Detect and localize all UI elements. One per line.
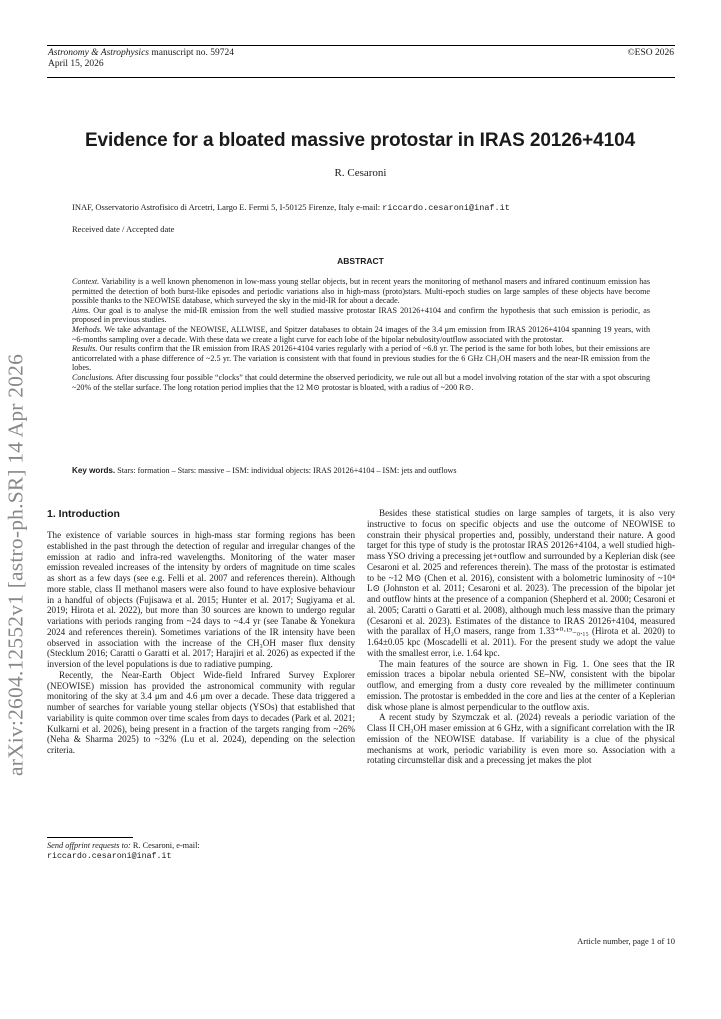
results-text: Our results confirm that the IR emission from IRAS 20126+4104 varies regularly with a period of ~6.8 yr. The period is the same for both lobes, but their emissions are anticorrelated with a phase difference of ~2.5 yr. The variation is consistent with that found in previous studies for the 6 GHz CH₃OH masers and the near-IR emission from the lobes. xyxy=(72,344,650,373)
conclusions-label: Conclusions. xyxy=(72,372,115,382)
footnote xyxy=(47,841,355,862)
footnote-label: Send offprint requests to: xyxy=(47,841,131,850)
footnote-rule xyxy=(47,837,133,838)
methods-label: Methods. xyxy=(72,324,102,334)
context-label: Context. xyxy=(72,277,100,286)
affiliation-email: riccardo.cesaroni@inaf.it xyxy=(382,203,510,213)
abstract-conclusions xyxy=(72,373,650,392)
left-column xyxy=(47,530,355,756)
aims-text: Our goal is to analyse the mid-IR emission from the well studied massive protostar IRAS 20126+4104 and confirm the hypothesis that such emission is periodic, as proposed in previous studies. xyxy=(72,305,650,325)
abstract-context xyxy=(72,277,650,306)
intro-paragraph-5: A recent study by Szymczak et al. (2024) reveals a periodic variation of the Class II CH₃OH maser emission at 6 GHz, with a significant correlation with the IR emission of the NEOWISE database. If variability is a clue of the physical mechanisms at work, periodic variability is even more so. Association with a rotating circumstellar disk and a precessing jet makes the plot xyxy=(367,712,675,766)
intro-paragraph-4: The main features of the source are shown in Fig. 1. One sees that the IR emission traces a bipolar nebula oriented SE–NW, consistent with the bipolar outflow, and emerging from a dusty core revealed by the millimeter continuum emission. The protostar is embedded in the core and lies at the center of a Keplerian disk whose plane is almost perpendicular to the outflow axis. xyxy=(367,658,675,712)
conclusions-text: After discussing four possible “clocks” that could determine the observed periodicity, we rule out all but a model involving rotation of the star with a spot obscuring ~20% of the stellar surface. The long rotation period implies that the 12 M⊙ protostar is bloated, with a radius of ~200 R⊙. xyxy=(72,372,650,392)
intro-paragraph-2: Recently, the Near-Earth Object Wide-field Infrared Survey Explorer (NEOWISE) mission has provided the astronomical community with regular monitoring of the sky at 3.4 μm and 4.6 μm over a decade. These data triggered a number of searches for variable young stellar objects (YSOs) that established that variability is quite common over time scales from days to decades (Park et al. 2021; Kulkarni et al. 2026), being present in a fraction of the targets ranging from ~26% (Neha & Sharma 2025) to ~32% (Lu et al. 2024), depending on the selection criteria. xyxy=(47,669,355,755)
context-text: Variability is a well known phenomenon in low-mass young stellar objects, but in recent years the monitoring of methanol masers and infrared continuum emission has permitted the detection of both burst-like episodes and periodic variations also in high-mass (proto)stars. Multi-epoch studies on large samples of these objects have become possible thanks to the NEOWISE database, which surveyed the sky in the mid-IR for about a decade. xyxy=(72,277,650,306)
intro-paragraph-3: Besides these statistical studies on large samples of targets, it is also very instructive to focus on specific objects and use the outcome of NEOWISE to constrain their physical properties and, possibly, understand their nature. A good target for this type of study is the protostar IRAS 20126+4104, a well studied high-mass YSO driving a precessing jet+outflow and surrounded by a Keplerian disk (see Cesaroni et al. 2025 and references therein). The mass of the protostar is estimated to be ~12 M⊙ (Chen et al. 2016), consistent with a bolometric luminosity of ~10⁴ L⊙ (Johnston et al. 2011; Cesaroni et al. 2023). The precession of the bipolar jet and outflow hints at the presence of a companion (Shepherd et al. 2000; Cesaroni et al. 2005; Caratti o Garatti et al. 2008), although much less massive than the primary (Cesaroni et al. 2023). Estimates of the distance to IRAS 20126+4104, measured with the parallax of H₂O masers, range from 1.33⁺⁰·¹⁹₋₀.₁₅ (Hirota et al. 2020) to 1.64±0.05 kpc (Moscadelli et al. 2011). For the present study we adopt the value with the smallest error, i.e. 1.64 kpc. xyxy=(367,508,675,658)
manuscript-header xyxy=(47,45,675,78)
header-left xyxy=(48,48,234,70)
affiliation-text: INAF, Osservatorio Astrofisico di Arcetri, Largo E. Fermi 5, I-50125 Firenze, Italy e-mail: xyxy=(72,202,383,212)
affiliation xyxy=(72,202,510,213)
paper-title: Evidence for a bloated massive protostar in IRAS 20126+4104 xyxy=(84,130,636,151)
abstract-results xyxy=(72,344,650,373)
results-label: Results. xyxy=(72,344,98,354)
abstract-methods xyxy=(72,325,650,344)
section-heading: 1. Introduction xyxy=(47,508,120,520)
keywords-label: Key words. xyxy=(72,466,116,475)
footnote-name: R. Cesaroni, e-mail: xyxy=(132,841,200,850)
author-name: R. Cesaroni xyxy=(334,167,387,179)
keywords-text: Stars: formation – Stars: massive – ISM: individual objects: IRAS 20126+4104 – ISM: jets and outflows xyxy=(115,466,457,475)
journal-name: Astronomy & Astrophysics xyxy=(48,48,149,58)
copyright-notice: ©ESO 2026 xyxy=(627,48,674,58)
received-dates: Received date / Accepted date xyxy=(72,224,175,234)
footnote-email: riccardo.cesaroni@inaf.it xyxy=(47,852,172,861)
methods-text: We take advantage of the NEOWISE, ALLWISE, and Spitzer databases to obtain 24 images of the 3.4 μm emission from IRAS 20126+4104 spanning 19 years, with ~6-months sampling over a decade. With these data we create a light curve for each lobe of the bipolar nebulosity/outflow associated with the protostar. xyxy=(72,324,650,344)
abstract-aims xyxy=(72,306,650,325)
arxiv-id: arXiv:2604.12552v1 [astro-ph.SR] 14 Apr 2026 xyxy=(3,353,28,777)
abstract xyxy=(72,277,650,392)
aims-label: Aims. xyxy=(72,305,91,315)
page-number: Article number, page 1 of 10 xyxy=(577,936,675,946)
intro-paragraph-1: The existence of variable sources in high-mass star forming regions has been established in the past through the detection of regular and irregular changes of the emission at radio and infra-red wavelengths. Monitoring of the water maser emission revealed increases of the intensity by orders of magnitude on time scales as short as a few days (see e.g. Felli et al. 2007 and references therein). Although more stable, class II methanol masers were also found to have explosive behaviour in a handful of objects (Fujisawa et al. 2015; Hunter et al. 2017; Sugiyama et al. 2019; Hirota et al. 2022), but more than 30 sources are known to undergo regular variations with periods ranging from ~24 days to ~4.4 yr (see Tanabe & Yonekura 2024 and references therein). Sometimes variations of the IR intensity have been observed in association with the increase of the CH₃OH maser flux density (Stecklum 2016; Caratti o Garatti et al. 2017; Harajiri et al. 2026) as expected if the inversion of the level populations is due to radiative pumping. xyxy=(47,530,355,669)
manuscript-date: April 15, 2026 xyxy=(48,59,104,69)
keywords xyxy=(72,466,650,475)
abstract-heading: ABSTRACT xyxy=(337,256,384,266)
manuscript-number: manuscript no. 59724 xyxy=(151,48,234,58)
right-column xyxy=(367,508,675,766)
